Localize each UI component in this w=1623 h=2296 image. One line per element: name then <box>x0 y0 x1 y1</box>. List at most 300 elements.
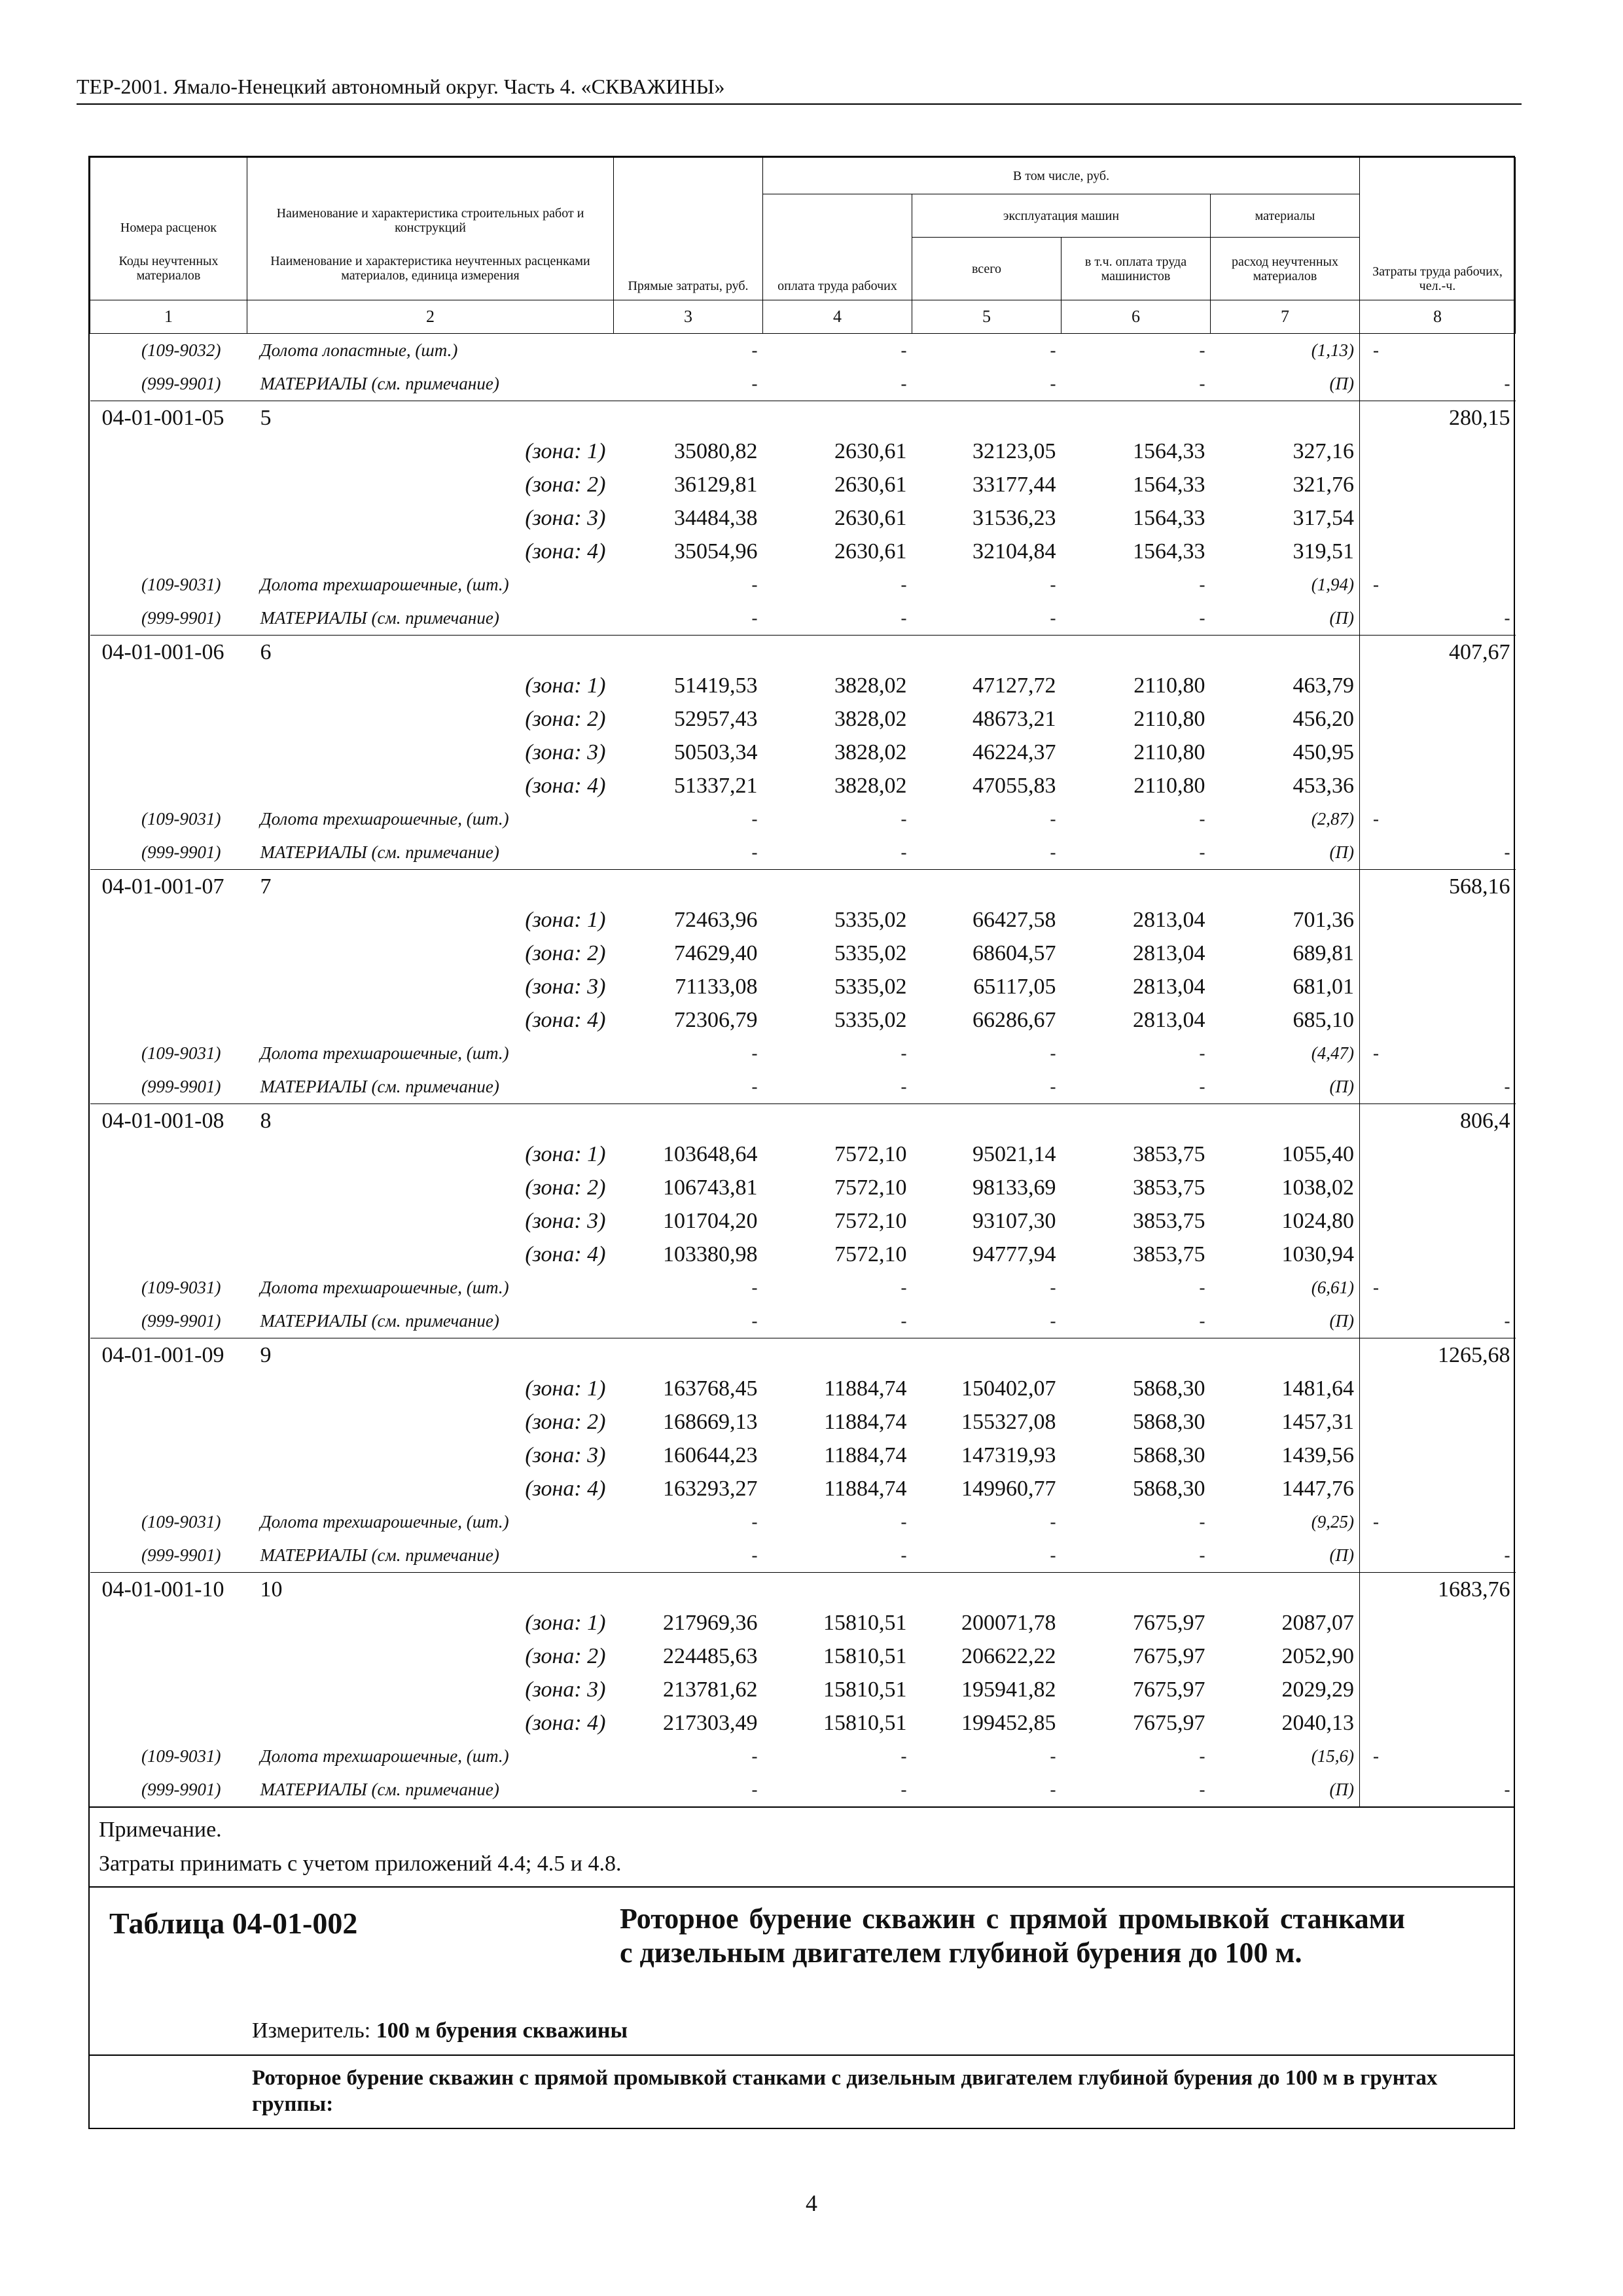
cell-machines-total: 31536,23 <box>972 506 1056 530</box>
zone-label: (зона: 2) <box>525 1644 606 1668</box>
empty-cell <box>1360 736 1516 769</box>
cell-worker-pay: 3828,02 <box>834 707 907 731</box>
column-number: 5 <box>912 300 1061 334</box>
cell-worker-pay: - <box>901 1780 907 1799</box>
empty-cell <box>1360 1439 1516 1472</box>
cell-worker-pay: - <box>901 340 907 360</box>
cell-direct-costs: - <box>751 1311 758 1331</box>
cell-machines-total: - <box>1050 1545 1056 1565</box>
cell-worker-pay: 15810,51 <box>823 1677 907 1702</box>
zone-row <box>90 1606 1516 1640</box>
cell-labor-costs: 407,67 <box>1360 636 1516 670</box>
empty-cell <box>1360 669 1516 702</box>
cell-worker-pay: - <box>901 374 907 393</box>
note <box>90 1806 1514 1886</box>
cell-materials: 2040,13 <box>1281 1711 1354 1735</box>
cell-machines-total: 195941,82 <box>961 1677 1056 1702</box>
running-head: ТЕР-2001. Ямало-Ненецкий автономный округ. Часть 4. «СКВАЖИНЫ» <box>77 73 1522 105</box>
cell-material-usage: (1,94) <box>1311 575 1354 594</box>
material-name: МАТЕРИАЛЫ (см. примечание) <box>260 1545 499 1565</box>
cell-worker-pay: 5335,02 <box>834 908 907 932</box>
cell-direct-costs: - <box>751 1746 758 1766</box>
cell-direct-costs: 72306,79 <box>674 1008 758 1032</box>
cell-worker-pay: 2630,61 <box>834 473 907 497</box>
cell-worker-pay: 2630,61 <box>834 439 907 463</box>
cell-material-usage: (П) <box>1329 1545 1354 1565</box>
material-row <box>90 1773 1516 1806</box>
cell-material-usage: (П) <box>1329 374 1354 393</box>
material-row <box>90 836 1516 870</box>
measure-label: Измеритель: <box>252 2018 376 2043</box>
zone-row <box>90 1640 1516 1673</box>
cell-worker-pay: - <box>901 1077 907 1096</box>
measure-unit <box>252 2018 628 2043</box>
cell-machinist-pay: - <box>1199 842 1205 862</box>
rate-row <box>90 870 1516 904</box>
cell-machinist-pay: 5868,30 <box>1133 1376 1205 1401</box>
cell-machinist-pay: - <box>1199 1746 1205 1766</box>
cell-machines-total: 147319,93 <box>961 1443 1056 1467</box>
cell-direct-costs: - <box>751 1043 758 1063</box>
zone-row <box>90 669 1516 702</box>
cell-machines-total: 48673,21 <box>972 707 1056 731</box>
zone-row <box>90 1204 1516 1238</box>
rate-code: 04-01-001-08 <box>90 1104 247 1138</box>
material-code: (109-9031) <box>141 1746 221 1766</box>
cell-worker-pay: - <box>901 608 907 628</box>
cell-machinist-pay: - <box>1199 340 1205 360</box>
cell-material-usage: (П) <box>1329 608 1354 628</box>
rate-name: 7 <box>247 870 614 904</box>
empty-cell <box>912 1338 1061 1372</box>
cell-labor-costs: - <box>1360 601 1516 636</box>
zone-row <box>90 501 1516 535</box>
empty-cell <box>1360 1606 1516 1640</box>
cell-material-usage: (П) <box>1329 842 1354 862</box>
rate-code: 04-01-001-07 <box>90 870 247 904</box>
empty-cell <box>912 870 1061 904</box>
column-number: 7 <box>1211 300 1360 334</box>
header-material-codes: Коды неучтенных материалов <box>90 238 247 300</box>
cell-machines-total: - <box>1050 374 1056 393</box>
empty-cell <box>1360 1171 1516 1204</box>
zone-label: (зона: 4) <box>525 1477 606 1501</box>
header-machines: эксплуатация машин <box>912 194 1211 238</box>
rate-code: 04-01-001-09 <box>90 1338 247 1372</box>
cell-machines-total: - <box>1050 1746 1056 1766</box>
cell-direct-costs: 101704,20 <box>663 1209 758 1233</box>
cell-direct-costs: 106743,81 <box>663 1175 758 1200</box>
cell-direct-costs: 50503,34 <box>674 740 758 764</box>
cell-labor-costs: - <box>1360 1773 1516 1806</box>
cell-machines-total: - <box>1050 809 1056 829</box>
cell-labor-costs: - <box>1360 802 1516 836</box>
cell-materials: 450,95 <box>1293 740 1354 764</box>
cell-worker-pay: 11884,74 <box>824 1443 907 1467</box>
empty-cell <box>1360 468 1516 501</box>
cell-direct-costs: 34484,38 <box>674 506 758 530</box>
zone-row <box>90 1673 1516 1706</box>
empty-cell <box>1360 1138 1516 1171</box>
cell-material-usage: (П) <box>1329 1780 1354 1799</box>
empty-cell <box>614 870 763 904</box>
cell-materials: 1447,76 <box>1281 1477 1354 1501</box>
cell-direct-costs: 163768,45 <box>663 1376 758 1401</box>
zone-label: (зона: 3) <box>525 1443 606 1467</box>
cell-direct-costs: 51337,21 <box>674 774 758 798</box>
cell-direct-costs: 163293,27 <box>663 1477 758 1501</box>
cell-machinist-pay: 2110,80 <box>1133 740 1205 764</box>
page-number: 4 <box>806 2190 817 2216</box>
zone-row <box>90 702 1516 736</box>
header-unaccounted-materials: расход неучтенных материалов <box>1211 238 1360 300</box>
empty-cell <box>1061 1338 1211 1372</box>
measure-value: 100 м бурения скважины <box>376 2018 628 2043</box>
cell-direct-costs: - <box>751 340 758 360</box>
material-name: МАТЕРИАЛЫ (см. примечание) <box>260 1077 499 1096</box>
zone-row <box>90 1405 1516 1439</box>
note-text: Затраты принимать с учетом приложений 4.4; 4.5 и 4.8. <box>99 1852 622 1876</box>
cell-direct-costs: - <box>751 575 758 594</box>
zone-label: (зона: 3) <box>525 506 606 530</box>
empty-cell <box>1360 435 1516 468</box>
material-code: (999-9901) <box>141 1077 221 1096</box>
cell-direct-costs: - <box>751 1077 758 1096</box>
cell-labor-costs: 1265,68 <box>1360 1338 1516 1372</box>
header-labor-costs: Затраты труда рабочих, чел.-ч. <box>1360 158 1516 300</box>
material-code: (109-9031) <box>141 575 221 594</box>
material-row <box>90 568 1516 601</box>
cell-worker-pay: 3828,02 <box>834 774 907 798</box>
cell-materials: 327,16 <box>1293 439 1354 463</box>
cell-materials: 2052,90 <box>1281 1644 1354 1668</box>
empty-cell <box>1211 870 1360 904</box>
empty-cell <box>614 1573 763 1607</box>
cell-direct-costs: 168669,13 <box>663 1410 758 1434</box>
zone-row <box>90 1472 1516 1505</box>
cell-worker-pay: 5335,02 <box>834 1008 907 1032</box>
cell-direct-costs: 224485,63 <box>663 1644 758 1668</box>
cell-machines-total: 47055,83 <box>972 774 1056 798</box>
cell-machines-total: 206622,22 <box>961 1644 1056 1668</box>
zone-row <box>90 1439 1516 1472</box>
cell-machinist-pay: 7675,97 <box>1133 1711 1205 1735</box>
header-material-names: Наименование и характеристика неучтенных расценками материалов, единица измерения <box>247 238 614 300</box>
header-including: В том числе, руб. <box>763 158 1360 194</box>
material-row <box>90 367 1516 401</box>
cell-machinist-pay: 5868,30 <box>1133 1410 1205 1434</box>
cell-machinist-pay: 2110,80 <box>1133 673 1205 698</box>
cell-machines-total: 95021,14 <box>972 1142 1056 1166</box>
empty-cell <box>1211 1338 1360 1372</box>
zone-row <box>90 435 1516 468</box>
zone-row <box>90 903 1516 937</box>
column-number: 4 <box>763 300 912 334</box>
cell-worker-pay: 5335,02 <box>834 975 907 999</box>
material-code: (999-9901) <box>141 1311 221 1331</box>
material-name: Долота трехшарошечные, (шт.) <box>260 575 509 594</box>
zone-label: (зона: 2) <box>525 1410 606 1434</box>
empty-cell <box>1061 1573 1211 1607</box>
cell-worker-pay: 5335,02 <box>834 941 907 965</box>
soil-group-row: Роторное бурение скважин с прямой промывкой станками с дизельным двигателем глубиной бурения до 100 м в грунтах группы: <box>90 2054 1514 2128</box>
cell-material-usage: (1,13) <box>1311 340 1354 360</box>
empty-cell <box>1360 702 1516 736</box>
cell-direct-costs: - <box>751 809 758 829</box>
cell-machinist-pay: - <box>1199 1512 1205 1532</box>
zone-label: (зона: 3) <box>525 1677 606 1702</box>
empty-cell <box>763 1573 912 1607</box>
cell-materials: 701,36 <box>1293 908 1354 932</box>
zone-row <box>90 535 1516 568</box>
column-number: 1 <box>90 300 247 334</box>
empty-cell <box>1360 1405 1516 1439</box>
zone-label: (зона: 1) <box>525 1376 606 1401</box>
cell-machines-total: 66427,58 <box>972 908 1056 932</box>
cell-direct-costs: 217969,36 <box>663 1611 758 1635</box>
header-direct-costs: Прямые затраты, руб. <box>614 158 763 300</box>
material-code: (999-9901) <box>141 842 221 862</box>
empty-cell <box>763 401 912 435</box>
cell-direct-costs: 71133,08 <box>675 975 758 999</box>
cell-labor-costs: - <box>1360 1740 1516 1773</box>
cell-machinist-pay: 3853,75 <box>1133 1175 1205 1200</box>
cell-machinist-pay: - <box>1199 1278 1205 1297</box>
cell-worker-pay: - <box>901 842 907 862</box>
material-code: (999-9901) <box>141 608 221 628</box>
cell-material-usage: (П) <box>1329 1077 1354 1096</box>
rate-name: 10 <box>247 1573 614 1607</box>
rates-table <box>90 157 1516 1806</box>
cell-worker-pay: 15810,51 <box>823 1644 907 1668</box>
material-row <box>90 802 1516 836</box>
cell-materials: 2029,29 <box>1281 1677 1354 1702</box>
material-name: МАТЕРИАЛЫ (см. примечание) <box>260 1780 499 1799</box>
note-title: Примечание. <box>99 1818 222 1842</box>
empty-cell <box>614 1338 763 1372</box>
zone-label: (зона: 4) <box>525 1242 606 1266</box>
material-name: Долота трехшарошечные, (шт.) <box>260 1512 509 1532</box>
material-name: Долота трехшарошечные, (шт.) <box>260 809 509 829</box>
cell-machines-total: 199452,85 <box>961 1711 1056 1735</box>
zone-label: (зона: 3) <box>525 740 606 764</box>
cell-direct-costs: 35054,96 <box>674 539 758 564</box>
zone-label: (зона: 2) <box>525 707 606 731</box>
cell-machines-total: 46224,37 <box>972 740 1056 764</box>
rate-name: 9 <box>247 1338 614 1372</box>
cell-machinist-pay: 2813,04 <box>1133 1008 1205 1032</box>
cell-worker-pay: - <box>901 1746 907 1766</box>
header-machinist-pay: в т.ч. оплата труда машинистов <box>1061 238 1211 300</box>
cell-worker-pay: - <box>901 1278 907 1297</box>
rate-code: 04-01-001-05 <box>90 401 247 435</box>
cell-machinist-pay: 1564,33 <box>1133 539 1205 564</box>
cell-machinist-pay: - <box>1199 575 1205 594</box>
material-name: Долота трехшарошечные, (шт.) <box>260 1746 509 1766</box>
cell-machinist-pay: - <box>1199 1311 1205 1331</box>
cell-worker-pay: - <box>901 809 907 829</box>
next-table-header <box>90 1886 1514 2054</box>
material-row <box>90 1070 1516 1104</box>
cell-worker-pay: 2630,61 <box>834 539 907 564</box>
empty-cell <box>1061 636 1211 670</box>
cell-worker-pay: 3828,02 <box>834 673 907 698</box>
empty-cell <box>763 636 912 670</box>
zone-label: (зона: 2) <box>525 473 606 497</box>
zone-label: (зона: 3) <box>525 1209 606 1233</box>
cell-direct-costs: - <box>751 1545 758 1565</box>
header-rate-numbers: Номера расценок <box>90 158 247 238</box>
cell-worker-pay: 7572,10 <box>834 1242 907 1266</box>
cell-machines-total: - <box>1050 1512 1056 1532</box>
cell-direct-costs: 51419,53 <box>674 673 758 698</box>
cell-machinist-pay: - <box>1199 1545 1205 1565</box>
empty-cell <box>614 636 763 670</box>
empty-cell <box>912 401 1061 435</box>
cell-materials: 456,20 <box>1293 707 1354 731</box>
material-code: (999-9901) <box>141 1780 221 1799</box>
rate-row <box>90 1573 1516 1607</box>
material-row <box>90 1740 1516 1773</box>
column-numbers-row <box>90 300 1516 334</box>
empty-cell <box>912 636 1061 670</box>
column-number: 3 <box>614 300 763 334</box>
cell-labor-costs: - <box>1360 334 1516 368</box>
cell-materials: 317,54 <box>1293 506 1354 530</box>
cell-materials: 321,76 <box>1293 473 1354 497</box>
cell-direct-costs: - <box>751 608 758 628</box>
cell-worker-pay: 11884,74 <box>824 1410 907 1434</box>
zone-row <box>90 769 1516 802</box>
material-row <box>90 1505 1516 1539</box>
cell-worker-pay: 7572,10 <box>834 1209 907 1233</box>
rates-table-frame <box>88 156 1515 2129</box>
empty-cell <box>1061 870 1211 904</box>
material-name: МАТЕРИАЛЫ (см. примечание) <box>260 608 499 628</box>
empty-cell <box>1211 1104 1360 1138</box>
header-worker-pay: оплата труда рабочих <box>763 194 912 300</box>
zone-row <box>90 1138 1516 1171</box>
zone-label: (зона: 1) <box>525 439 606 463</box>
cell-labor-costs: - <box>1360 836 1516 870</box>
zone-label: (зона: 2) <box>525 1175 606 1200</box>
empty-cell <box>1360 1238 1516 1271</box>
header-materials: материалы <box>1211 194 1360 238</box>
material-name: Долота лопастные, (шт.) <box>260 340 458 360</box>
cell-materials: 1055,40 <box>1281 1142 1354 1166</box>
cell-machinist-pay: 5868,30 <box>1133 1477 1205 1501</box>
cell-materials: 319,51 <box>1293 539 1354 564</box>
cell-direct-costs: 217303,49 <box>663 1711 758 1735</box>
cell-worker-pay: 7572,10 <box>834 1142 907 1166</box>
zone-label: (зона: 1) <box>525 908 606 932</box>
zone-row <box>90 468 1516 501</box>
cell-machines-total: 155327,08 <box>961 1410 1056 1434</box>
cell-machines-total: - <box>1050 1043 1056 1063</box>
empty-cell <box>1211 401 1360 435</box>
cell-direct-costs: 74629,40 <box>674 941 758 965</box>
cell-material-usage: (4,47) <box>1311 1043 1354 1063</box>
cell-machines-total: - <box>1050 1780 1056 1799</box>
cell-machines-total: 65117,05 <box>973 975 1056 999</box>
rate-code: 04-01-001-10 <box>90 1573 247 1607</box>
cell-machinist-pay: 5868,30 <box>1133 1443 1205 1467</box>
cell-materials: 1439,56 <box>1281 1443 1354 1467</box>
column-number: 2 <box>247 300 614 334</box>
zone-label: (зона: 4) <box>525 1711 606 1735</box>
cell-worker-pay: 2630,61 <box>834 506 907 530</box>
cell-machines-total: 149960,77 <box>961 1477 1056 1501</box>
cell-machinist-pay: 7675,97 <box>1133 1677 1205 1702</box>
cell-direct-costs: 35080,82 <box>674 439 758 463</box>
empty-cell <box>763 1338 912 1372</box>
cell-labor-costs: 1683,76 <box>1360 1573 1516 1607</box>
cell-labor-costs: - <box>1360 1037 1516 1070</box>
cell-worker-pay: 15810,51 <box>823 1711 907 1735</box>
cell-direct-costs: 103648,64 <box>663 1142 758 1166</box>
material-name: МАТЕРИАЛЫ (см. примечание) <box>260 374 499 393</box>
cell-machines-total: 68604,57 <box>972 941 1056 965</box>
zone-label: (зона: 1) <box>525 1142 606 1166</box>
cell-machines-total: - <box>1050 575 1056 594</box>
cell-machines-total: - <box>1050 608 1056 628</box>
cell-worker-pay: 11884,74 <box>824 1376 907 1401</box>
cell-machines-total: - <box>1050 1278 1056 1297</box>
material-name: МАТЕРИАЛЫ (см. примечание) <box>260 842 499 862</box>
cell-materials: 1457,31 <box>1281 1410 1354 1434</box>
material-row <box>90 1539 1516 1573</box>
cell-machinist-pay: 2110,80 <box>1133 774 1205 798</box>
material-row <box>90 1271 1516 1304</box>
zone-row <box>90 1372 1516 1405</box>
cell-machines-total: 47127,72 <box>972 673 1056 698</box>
cell-machinist-pay: 1564,33 <box>1133 473 1205 497</box>
rate-row <box>90 1338 1516 1372</box>
cell-direct-costs: - <box>751 1512 758 1532</box>
empty-cell <box>912 1104 1061 1138</box>
cell-direct-costs: 213781,62 <box>663 1677 758 1702</box>
empty-cell <box>614 1104 763 1138</box>
empty-cell <box>1360 970 1516 1003</box>
rate-name: 5 <box>247 401 614 435</box>
material-row <box>90 1037 1516 1070</box>
zone-label: (зона: 4) <box>525 1008 606 1032</box>
cell-machinist-pay: 2813,04 <box>1133 975 1205 999</box>
empty-cell <box>1360 1706 1516 1740</box>
cell-labor-costs: - <box>1360 568 1516 601</box>
cell-worker-pay: 11884,74 <box>824 1477 907 1501</box>
cell-machinist-pay: - <box>1199 1043 1205 1063</box>
empty-cell <box>1211 636 1360 670</box>
next-table-number: Таблица 04-01-002 <box>109 1907 358 1940</box>
cell-materials: 2087,07 <box>1281 1611 1354 1635</box>
material-code: (109-9031) <box>141 1512 221 1532</box>
cell-machines-total: - <box>1050 842 1056 862</box>
cell-machines-total: 94777,94 <box>972 1242 1056 1266</box>
cell-direct-costs: - <box>751 374 758 393</box>
cell-direct-costs: 160644,23 <box>663 1443 758 1467</box>
cell-direct-costs: - <box>751 1780 758 1799</box>
empty-cell <box>1061 401 1211 435</box>
material-code: (109-9032) <box>141 340 221 360</box>
cell-labor-costs: 806,4 <box>1360 1104 1516 1138</box>
rate-row <box>90 401 1516 435</box>
rates-table-body <box>90 334 1516 1807</box>
cell-labor-costs: - <box>1360 1271 1516 1304</box>
cell-materials: 1481,64 <box>1281 1376 1354 1401</box>
material-row <box>90 601 1516 636</box>
empty-cell <box>614 401 763 435</box>
